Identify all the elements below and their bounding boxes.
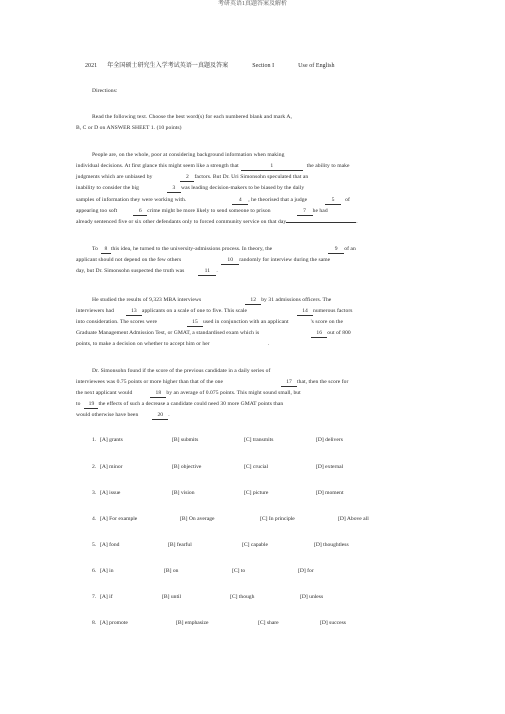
blank-7: 7 bbox=[297, 208, 313, 216]
blank-8: 8 bbox=[101, 246, 111, 254]
p3-line-5: points, to make a decision on whether to accept him or her . bbox=[76, 341, 270, 347]
blank-18: 18 bbox=[150, 390, 166, 398]
title-section: Section I bbox=[252, 63, 275, 69]
p1-line-4: inability to consider the big 3 was leading decision-makers to be biased by the daily bbox=[76, 185, 305, 191]
title-part: Use of English bbox=[298, 63, 335, 69]
directions-line-1: Read the following text. Choose the best word(s) for each numbered blank and mark A, bbox=[92, 114, 292, 120]
blank-15: 15 bbox=[187, 319, 203, 327]
blank-3: 3 bbox=[167, 185, 181, 193]
blank-10: 10 bbox=[221, 257, 239, 265]
p4-line-2: interviewees was 0.75 points or more higher than that of the one 17 that, then the score for bbox=[76, 379, 349, 385]
blank-13: 13 bbox=[126, 308, 142, 316]
blank-19: 19 bbox=[84, 401, 98, 409]
directions-label: Directions: bbox=[92, 88, 118, 94]
exam-title bbox=[85, 63, 335, 70]
title-cn: 年全国硕士研究生入学考试英语一真题及答案 bbox=[107, 63, 229, 69]
p1-line-6: appearing too soft 6 crime might be more likely to send someone to prison 7 he had bbox=[76, 208, 328, 214]
blank-4: 4 bbox=[232, 197, 248, 205]
p1-line-2: individual decisions. At first glance this might seem like a strength that 1 the ability to make bbox=[76, 163, 350, 169]
blank-17: 17 bbox=[281, 379, 297, 387]
blank-5: 5 bbox=[325, 197, 341, 205]
p3-line-4: Graduate Management Admission Test, or GMAT, a standardised exam which is 16 out of 800 bbox=[76, 330, 351, 336]
p2-line-1: To 8 this idea, he turned to the university-admissions process. In theory, the 9 of an bbox=[92, 246, 356, 252]
p1-line-7: already sentenced five or six other defendants only to forced community service on that day . bbox=[76, 219, 358, 225]
p1-line-3: judgments which are unbiased by 2 factors. But Dr. Uri Simonsohn speculated that an bbox=[76, 174, 309, 180]
p2-line-3: day, but Dr. Simonsohn suspected the truth was 11 . bbox=[76, 268, 218, 274]
blank-14: 14 bbox=[297, 308, 313, 316]
p3-line-2: interviewers had 13 applicants on a scale of one to five. This scale 14 numerous factors bbox=[76, 308, 353, 314]
p3-line-3: into consideration. The scores were 15 used in conjunction with an applicant 's score on the bbox=[76, 319, 343, 325]
p4-line-1: Dr. Simonsohn found if the score of the previous candidate in a daily series of bbox=[92, 368, 271, 374]
title-year: 2021 bbox=[85, 63, 98, 69]
p1-line-1: People are, on the whole, poor at considering background information when making bbox=[92, 152, 285, 158]
document-page: 2021 年全国硕士研究生入学考试英语一真题及答案 Section I Use of English Directions: Read the following text. Choose the best word(s) for each numbered blank and mark A, B, C or D on ANSWER SHEET 1. (10 points) People are, on the whole, poor at considering background information when making individual decisions. At first glance this might seem like a strength that 1 the ability to make judgments which are unbiased by 2 factors. But Dr. Uri Simonsohn speculated that an inability to consider the big 3 was leading decision-makers to be biased by the daily samples of information they were working with. 4 , he theorised that a judge 5 of appearing too soft 6 crime might be more likely to send someone to prison 7 he had already sentenced five or six other defendants only to forced community service on that day . To 8 this idea, he turned to the university-admissions process. In theory, the 9 of an applicant should not depend on the few others 10 randomly for interview during the same day, but Dr. Simonsohn suspected the truth was 11 . He studied the results of 9,323 MBA interviews 12 by 31 admissions officers. The interviewers had 13 applicants on a scale of one to five. This scale 14 numerous factors into consideration. The scores were 15 used in conjunction with an applicant 's score on the Graduate Management Admission Test, or GMAT, a standardised exam which is 16 out of 800 points, to make a decision on whether to accept him or her . Dr. Simonsohn found if the score of the previous candidate in a daily series of interviewees was 0.75 points or more higher than that of the one 17 that, then the score for the next applicant would 18 by an average of 0.075 points. This might sound small, but to 19 the effects of such a decrease a candidate could need 30 more GMAT points than would otherwise have been 20 . 1. [A] grants [B] submits [C] transmits [D] delivers 2. [A] minor [B] objective [C] crucial [D] external 3. [A] issue [B] vision [C] picture [D] moment 4. [A] For example [B] On average [C] In principle [D] Above all 5. [A] fond [B] fearful [C] capable [D] thoughtless 6. [A] in [B] on [C] to [D] for 7. [A] if [B] until [C] though [D] unless 8. [A] promote [B] emphasize [C] share [D] success bbox=[76, 63, 369, 626]
blank-9: 9 bbox=[328, 246, 344, 254]
p4-line-3: the next applicant would 18 by an average of 0.075 points. This might sound small, but bbox=[76, 390, 301, 396]
p3-line-1: He studied the results of 9,323 MBA interviews 12 by 31 admissions officers. The bbox=[92, 297, 332, 303]
blank-6: 6 bbox=[133, 208, 147, 216]
p1-line-5: samples of information they were working with. 4 , he theorised that a judge 5 of bbox=[76, 197, 350, 203]
blank-11: 11 bbox=[198, 268, 216, 276]
p4-line-5: would otherwise have been 20 . bbox=[76, 412, 170, 418]
blank-1: 1 bbox=[241, 163, 303, 171]
blank-16: 16 bbox=[311, 330, 327, 338]
page-header: 考研英语1真题答案及解析 bbox=[217, 1, 287, 7]
p2-line-2: applicant should not depend on the few others 10 randomly for interview during the same bbox=[76, 257, 331, 263]
directions-line-2: B, C or D on ANSWER SHEET 1. (10 points) bbox=[76, 125, 182, 131]
blank-12: 12 bbox=[245, 297, 261, 305]
blank-20: 20 bbox=[152, 412, 168, 420]
p4-line-4: to 19 the effects of such a decrease a candidate could need 30 more GMAT points than bbox=[76, 401, 284, 407]
blank-2: 2 bbox=[180, 174, 194, 182]
